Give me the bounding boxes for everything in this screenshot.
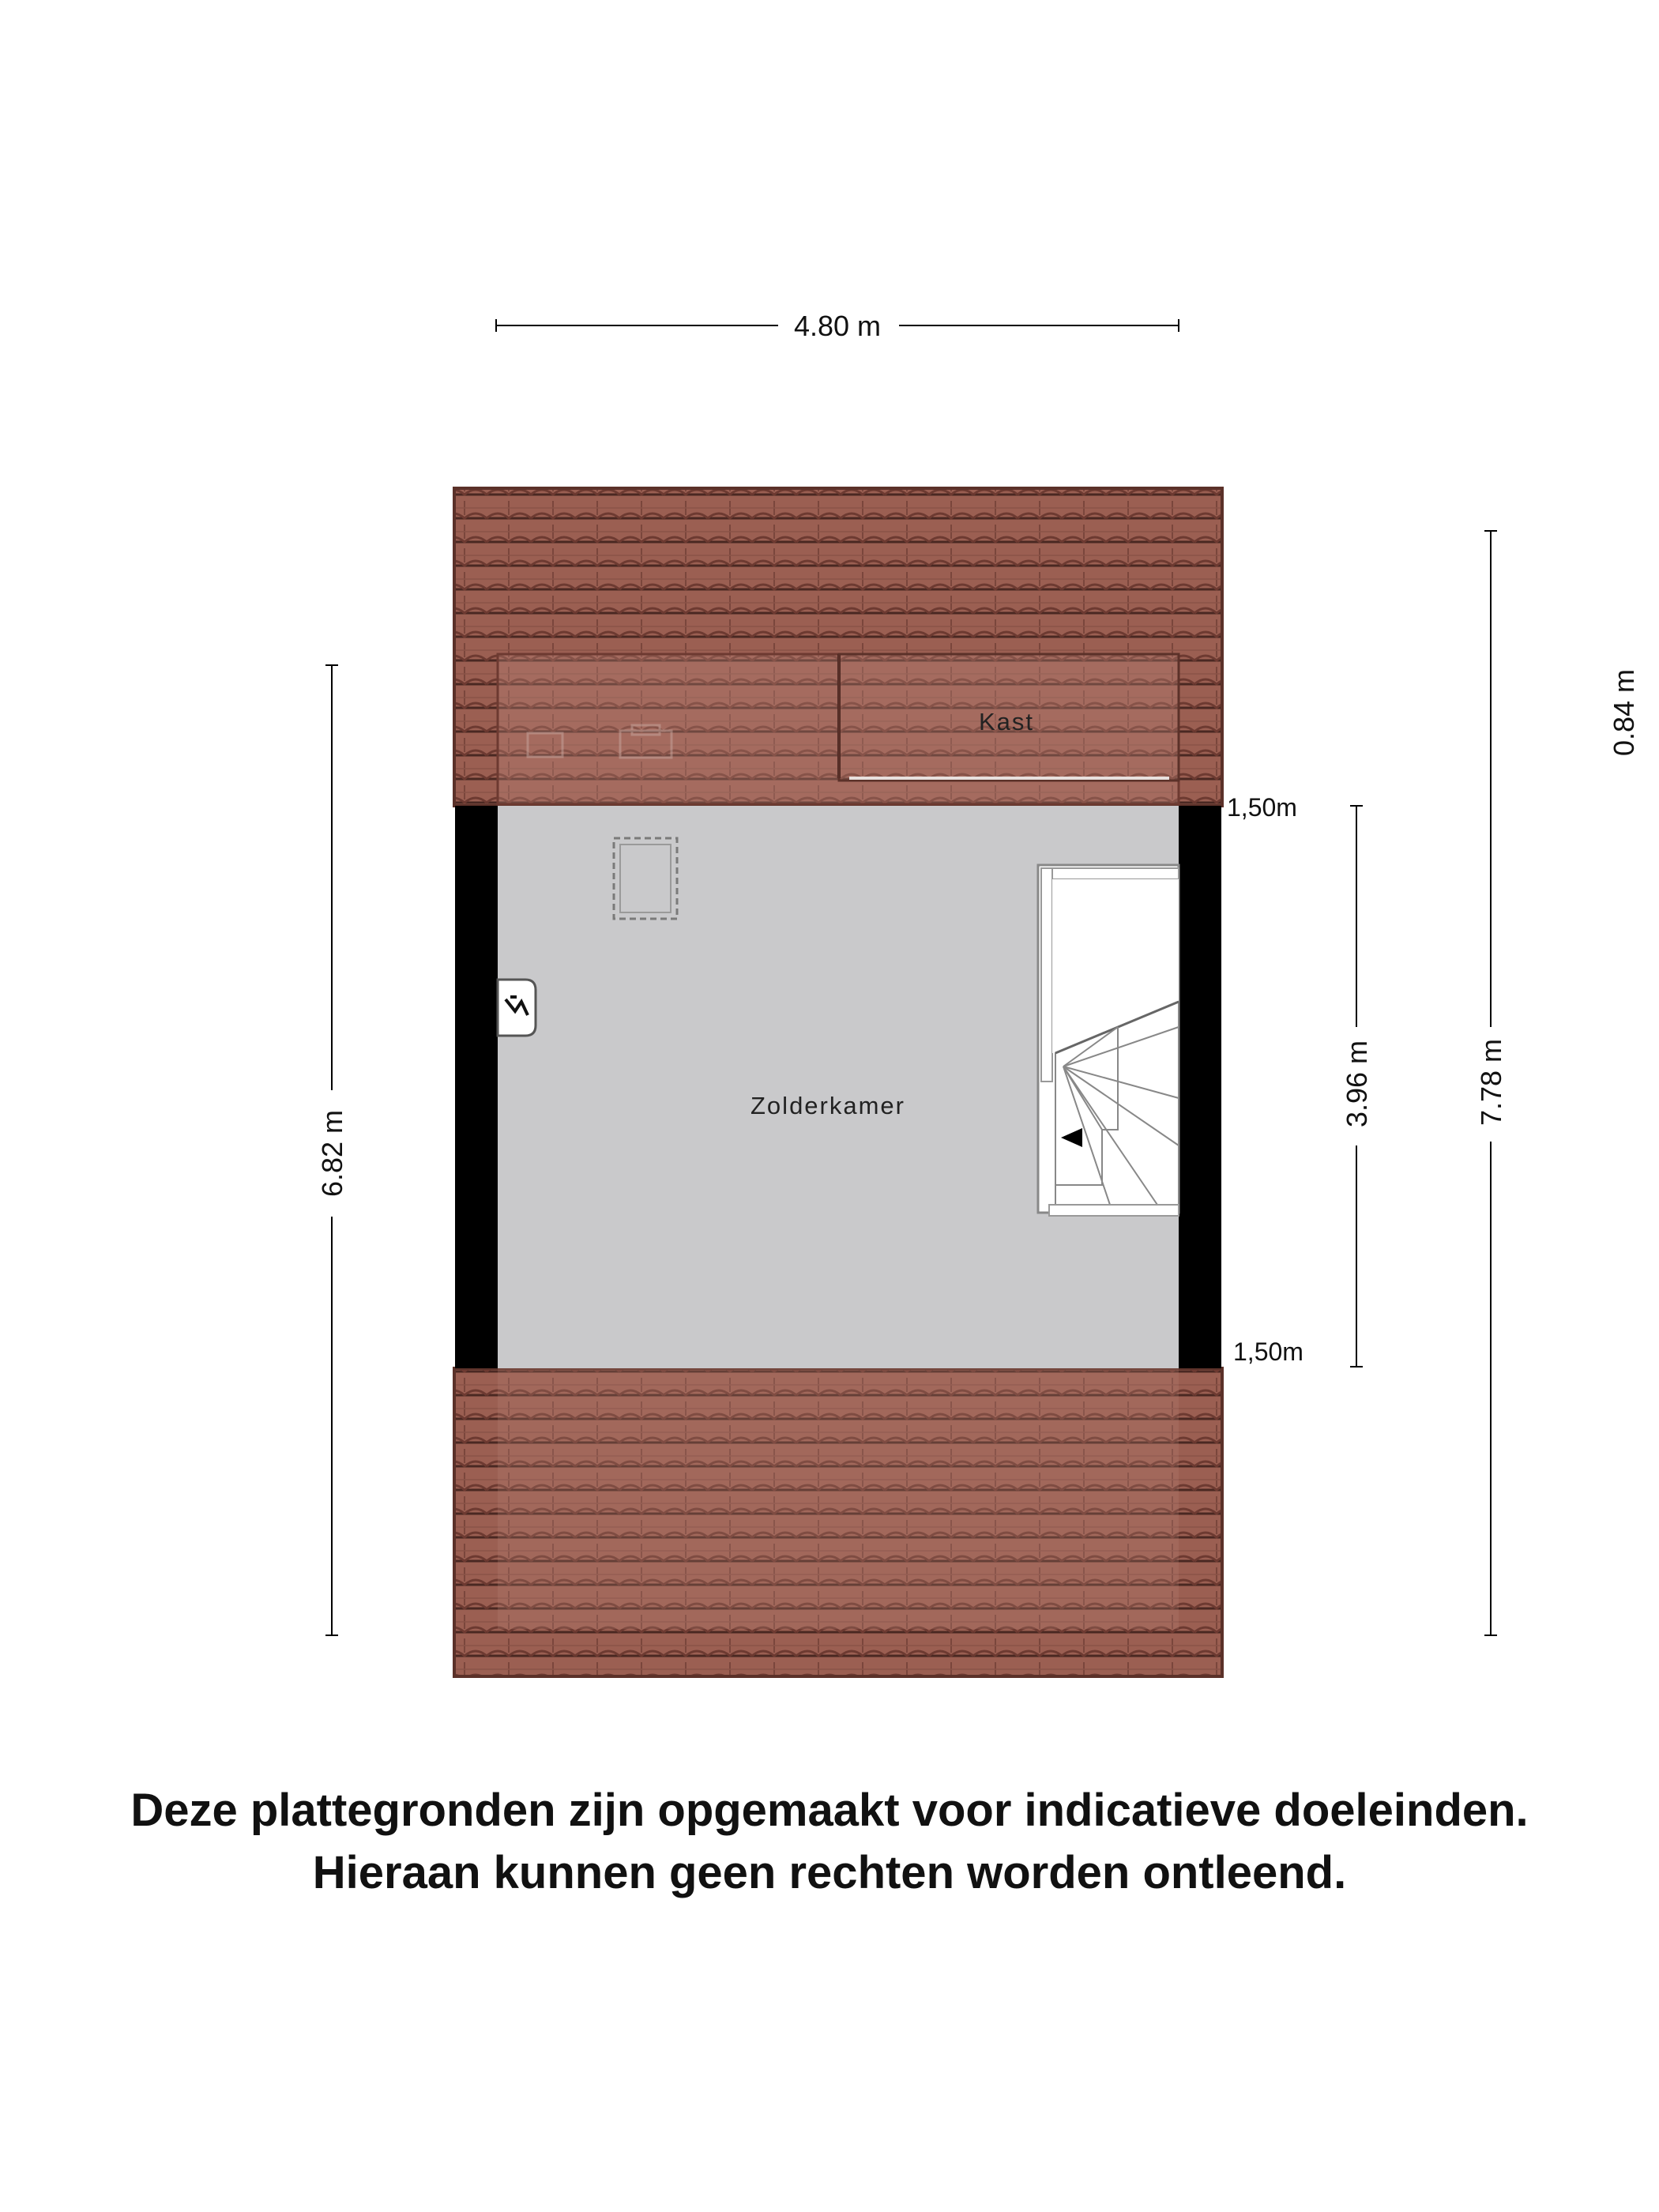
dimension-label-left: 6.82 m — [316, 1109, 348, 1198]
disclaimer-line-2: Hieraan kunnen geen rechten worden ontleend. — [312, 1847, 1347, 1898]
dimension-right-inner — [1341, 806, 1373, 1367]
wall-left — [455, 806, 498, 1368]
dimension-label-small: 0.84 m — [1608, 668, 1640, 757]
room-label-zolderkamer: Zolderkamer — [750, 1092, 905, 1119]
boiler-icon — [498, 980, 536, 1036]
dimension-right-outer — [1475, 531, 1507, 1635]
dimension-top-width — [496, 310, 1179, 342]
wall-right — [1179, 806, 1221, 1368]
staircase-icon — [1038, 865, 1179, 1216]
knee-wall-label-bottom: 1,50m — [1233, 1337, 1304, 1366]
disclaimer-line-1: Deze plattegronden zijn opgemaakt voor indicatieve doeleinden. — [130, 1785, 1529, 1836]
dimension-left-height — [316, 665, 348, 1635]
closet-label: Kast — [978, 708, 1035, 735]
knee-wall-label-top: 1,50m — [1227, 793, 1297, 822]
dimension-label-width: 4.80 m — [793, 310, 882, 342]
dimension-label-right-outer: 7.78 m — [1475, 1038, 1507, 1127]
dimension-label-right-inner: 3.96 m — [1341, 1040, 1373, 1128]
roof-top — [454, 488, 1222, 806]
